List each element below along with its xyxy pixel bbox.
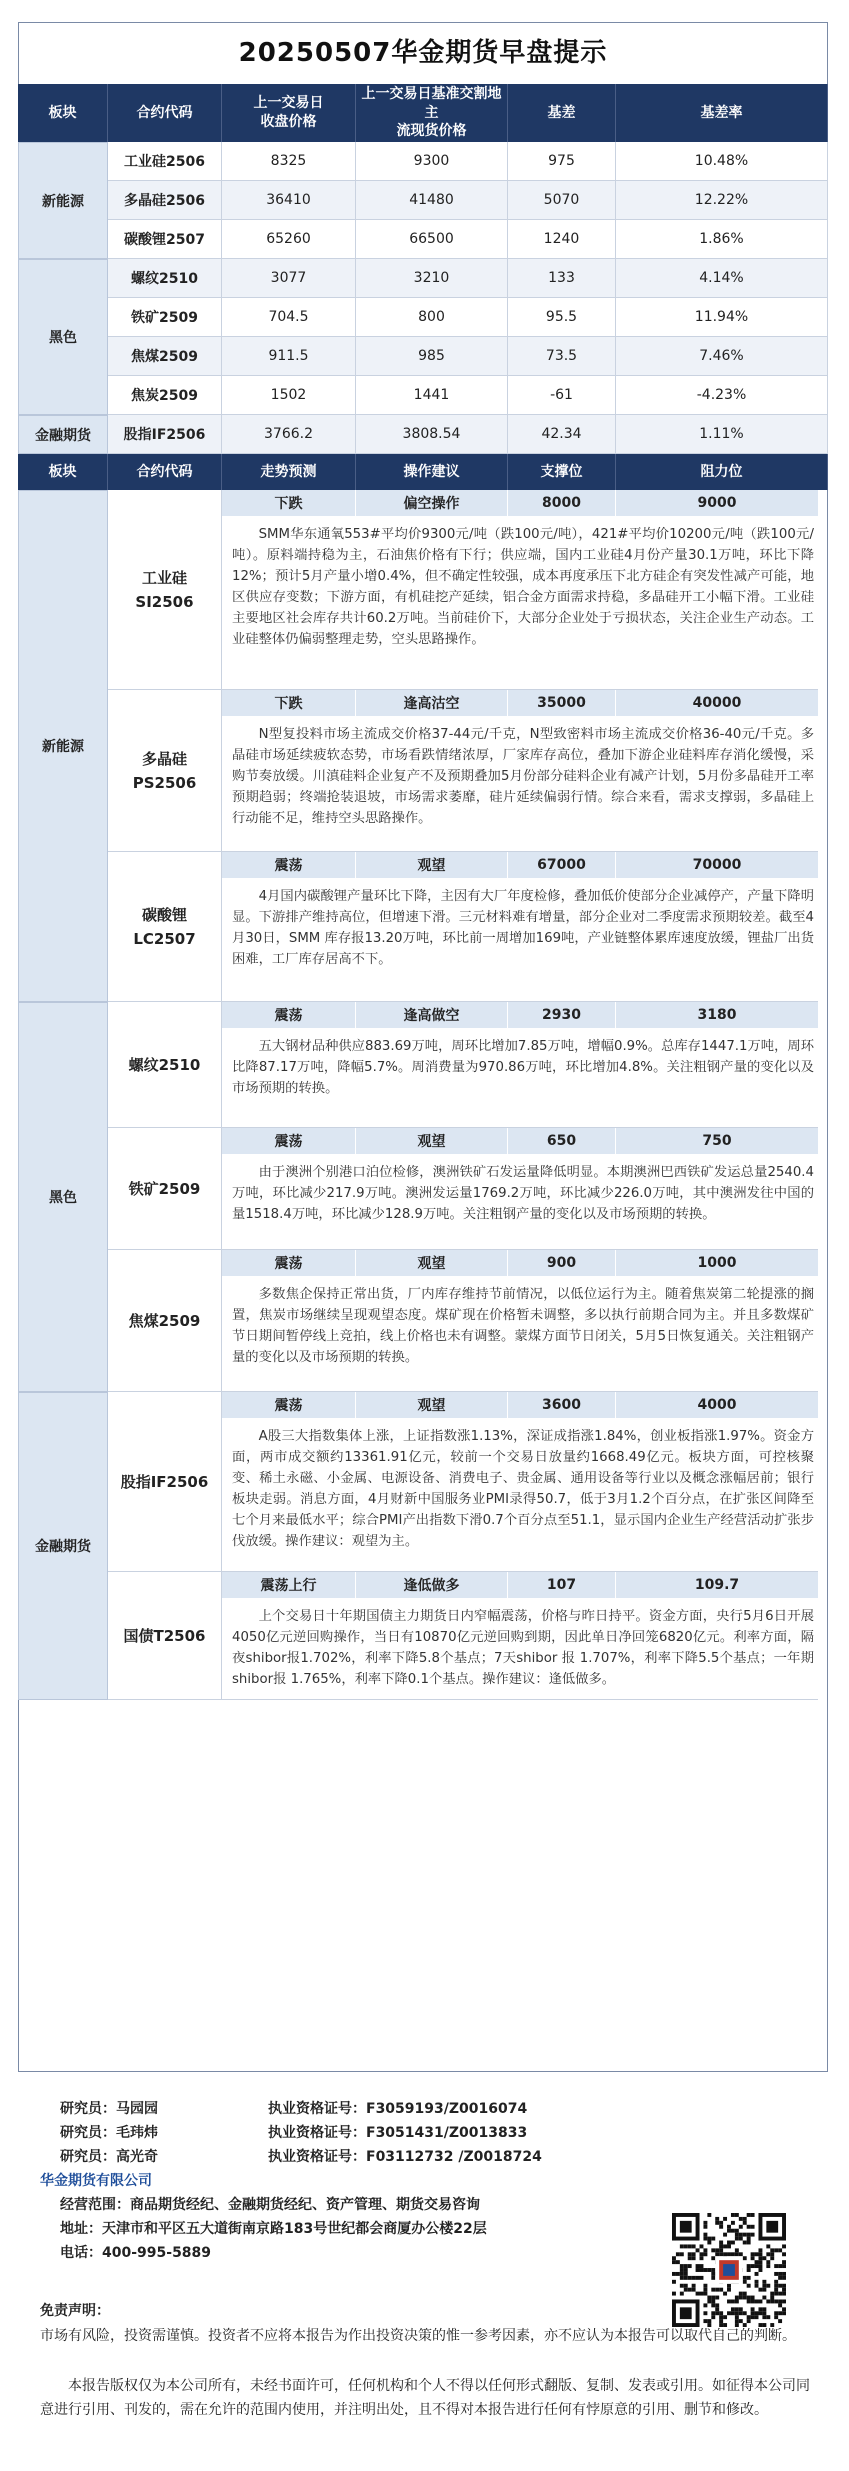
disclaimer-text-2: 本报告版权仅为本公司所有，未经书面许可，任何机构和个人不得以任何形式翻版、复制、发表或引用。如征得本公司同意进行引用、刊发的，需在允许的范围内使用，并注明出处，且不得对本报告进行任何有悖原意的引用、删节和修改。 (40, 2378, 810, 2418)
table1-header-1: 合约代码 (108, 84, 222, 142)
resistance-level: 70000 (616, 852, 818, 878)
trend-prediction: 震荡 (222, 1250, 356, 1276)
table1-cell: 12.22% (616, 181, 828, 220)
product-code: SI2506 (135, 592, 194, 611)
signal-row (222, 1128, 818, 1154)
signal-row (222, 690, 818, 716)
operation-advice: 逢高做空 (356, 1002, 508, 1028)
operation-advice: 逢低做多 (356, 1572, 508, 1598)
company-phone: 电话：400-995-5889 (60, 2245, 212, 2261)
table1-cell: 10.48% (616, 142, 828, 181)
disclaimer-title: 免责声明： (40, 2303, 110, 2319)
table2-product (108, 690, 222, 852)
table1-cell: 911.5 (222, 337, 356, 376)
table1-contract-code: 焦炭2509 (108, 376, 222, 415)
resistance-level: 3180 (616, 1002, 818, 1028)
table1-cell: 42.34 (508, 415, 616, 454)
table1-cell: 5070 (508, 181, 616, 220)
table1-sector-1: 黑色 (18, 259, 108, 415)
analysis-paragraph: 由于澳洲个别港口泊位检修，澳洲铁矿石发运量降低明显。本期澳洲巴西铁矿发运总量2540.4万吨，环比减少217.9万吨。澳洲发运量1769.2万吨，环比减少226.0万吨，其中澳洲发往中国的量1518.4万吨，环比减少128.9万吨。关注粗钢产量的变化以及市场预期的转换。 (232, 1165, 814, 1222)
product-name: 股指IF2506 (120, 1472, 209, 1491)
table1-header-0: 板块 (18, 84, 108, 142)
table2-product (108, 1572, 222, 1700)
table1-cell: 800 (356, 298, 508, 337)
researcher-name: 研究员：毛玮炜 (60, 2125, 158, 2141)
business-scope: 经营范围：商品期货经纪、金融期货经纪、资产管理、期货交易咨询 (60, 2197, 480, 2213)
operation-advice: 观望 (356, 852, 508, 878)
table1-header-4: 基差 (508, 84, 616, 142)
trend-prediction: 震荡 (222, 1128, 356, 1154)
product-name: 工业硅 (141, 568, 187, 587)
table1-header-5: 基差率 (616, 84, 828, 142)
table2-sector-2: 金融期货 (18, 1392, 108, 1700)
table1-sector-0: 新能源 (18, 142, 108, 259)
table1-cell: 36410 (222, 181, 356, 220)
product-name: 国债T2506 (123, 1626, 206, 1645)
resistance-level: 750 (616, 1128, 818, 1154)
operation-advice: 逢高沽空 (356, 690, 508, 716)
signal-row (222, 1002, 818, 1028)
table1-cell: 3077 (222, 259, 356, 298)
table1-cell: 11.94% (616, 298, 828, 337)
table1-cell: 1502 (222, 376, 356, 415)
table1-cell: 1.11% (616, 415, 828, 454)
operation-advice: 观望 (356, 1128, 508, 1154)
disclaimer-text-1: 市场有风险，投资需谨慎。投资者不应将本报告为作出投资决策的惟一参考因素，亦不应认为本报告可以取代自己的判断。 (40, 2328, 796, 2344)
table1-header-3: 上一交易日基准交割地主 流现货价格 (356, 84, 508, 142)
table2-header-3: 操作建议 (356, 454, 508, 490)
table2-product (108, 852, 222, 1002)
signal-row (222, 1250, 818, 1276)
table1-cell: 66500 (356, 220, 508, 259)
support-level: 8000 (508, 490, 616, 516)
analysis-paragraph: 多数焦企保持正常出货，厂内库存维持节前情况，以低位运行为主。随着焦炭第二轮提涨的搁置，焦炭市场继续呈现观望态度。煤矿现在价格暂未调整，多以执行前期合同为主。并且多数煤矿节日期间暂停线上竞拍，线上价格也未有调整。蒙煤方面节日闭关，5月5日恢复通关。关注粗钢产量的变化以及市场预期的转换。 (232, 1287, 814, 1365)
table2-header-2: 走势预测 (222, 454, 356, 490)
table2-sector-0: 新能源 (18, 490, 108, 1002)
analysis-paragraph: 五大钢材品种供应883.69万吨，周环比增加7.85万吨，增幅0.9%。总库存1447.1万吨，周环比降87.17万吨，降幅5.7%。周消费量为970.86万吨，环比增加4.8%。关注粗钢产量的变化以及市场预期的转换。 (232, 1039, 814, 1096)
product-name: 多晶硅 (141, 749, 187, 768)
table2-product (108, 1250, 222, 1392)
table2-header-0: 板块 (18, 454, 108, 490)
support-level: 107 (508, 1572, 616, 1598)
resistance-level: 9000 (616, 490, 818, 516)
researcher-cert: 执业资格证号：F3059193/Z0016074 (268, 2101, 528, 2117)
analysis-paragraph: SMM华东通氧553#平均价9300元/吨（跌100元/吨），421#平均价10200元/吨（跌100元/吨）。原料端持稳为主，石油焦价格有下行；供应端，国内工业硅4月份产量30.1万吨，环比下降12%；预计5月产量小增0.4%，但不确定性较强，成本再度承压下北方硅企有突发性减产可能，地区供应存变数；下游方面，有机硅挖产延续，铝合金方面需求持稳，多晶硅开工小幅下滑。工业硅主要地区社会库存共计60.2万吨。当前硅价下，大部分企业处于亏损状态，关注企业生产动态。工业硅整体仍偏弱整理走势，空头思路操作。 (232, 527, 814, 647)
company-name: 华金期货有限公司 (40, 2173, 152, 2189)
table1-contract-code: 焦煤2509 (108, 337, 222, 376)
table2-header-4: 支撑位 (508, 454, 616, 490)
table1-cell: 7.46% (616, 337, 828, 376)
table1-cell: 3808.54 (356, 415, 508, 454)
table2-sector-1: 黑色 (18, 1002, 108, 1392)
table1-cell: 985 (356, 337, 508, 376)
support-level: 35000 (508, 690, 616, 716)
trend-prediction: 震荡 (222, 852, 356, 878)
support-level: 650 (508, 1128, 616, 1154)
trend-prediction: 震荡 (222, 1392, 356, 1418)
researcher-cert: 执业资格证号：F03112732 /Z0018724 (268, 2149, 542, 2165)
table2-header-5: 阻力位 (616, 454, 828, 490)
signal-row (222, 852, 818, 878)
table1-cell: 1240 (508, 220, 616, 259)
table1-contract-code: 多晶硅2506 (108, 181, 222, 220)
signal-row (222, 1392, 818, 1418)
resistance-level: 109.7 (616, 1572, 818, 1598)
table2-product (108, 1002, 222, 1128)
table2-product (108, 490, 222, 690)
trend-prediction: 下跌 (222, 690, 356, 716)
signal-row (222, 1572, 818, 1598)
table1-cell: -4.23% (616, 376, 828, 415)
operation-advice: 观望 (356, 1250, 508, 1276)
qr-code-image (672, 2213, 786, 2327)
product-name: 螺纹2510 (128, 1055, 201, 1074)
table2-header-1: 合约代码 (108, 454, 222, 490)
trend-prediction: 下跌 (222, 490, 356, 516)
table1-cell: 3766.2 (222, 415, 356, 454)
product-code: LC2507 (133, 929, 196, 948)
resistance-level: 1000 (616, 1250, 818, 1276)
table1-cell: 4.14% (616, 259, 828, 298)
trend-prediction: 震荡上行 (222, 1572, 356, 1598)
product-code: PS2506 (132, 773, 197, 792)
table1-sector-2: 金融期货 (18, 415, 108, 454)
table1-contract-code: 股指IF2506 (108, 415, 222, 454)
block-divider (222, 1699, 818, 1700)
table1-cell: -61 (508, 376, 616, 415)
table1-contract-code: 螺纹2510 (108, 259, 222, 298)
operation-advice: 观望 (356, 1392, 508, 1418)
table1-cell: 1441 (356, 376, 508, 415)
resistance-level: 40000 (616, 690, 818, 716)
table1-cell: 65260 (222, 220, 356, 259)
signal-row (222, 490, 818, 516)
table1-cell: 704.5 (222, 298, 356, 337)
table1-contract-code: 铁矿2509 (108, 298, 222, 337)
analysis-paragraph: N型复投料市场主流成交价格37-44元/千克，N型致密料市场主流成交价格36-40元/千克。多晶硅市场延续疲软态势，市场看跌情绪浓厚，厂家库存高位，叠加下游企业硅料库存消化缓慢，采购节奏放缓。川滇硅料企业复产不及预期叠加5月份部分硅料企业有减产计划，5月份多晶硅开工率预期趋弱；终端抢装退坡，市场需求萎靡，硅片延续偏弱行情。综合来看，需求支撑弱，多晶硅上行动能不足，维持空头思路操作。 (232, 727, 814, 826)
support-level: 900 (508, 1250, 616, 1276)
resistance-level: 4000 (616, 1392, 818, 1418)
table1-header-2: 上一交易日 收盘价格 (222, 84, 356, 142)
researcher-name: 研究员：马园园 (60, 2101, 158, 2117)
product-name: 铁矿2509 (128, 1179, 201, 1198)
table1-cell: 41480 (356, 181, 508, 220)
table1-cell: 133 (508, 259, 616, 298)
trend-prediction: 震荡 (222, 1002, 356, 1028)
analysis-paragraph: 4月国内碳酸锂产量环比下降，主因有大厂年度检修，叠加低价使部分企业减停产，产量下降明显。下游排产维持高位，但增速下滑。三元材料难有增量，部分企业对二季度需求预期较差。截至4月30日，SMM 库存报13.20万吨，环比前一周增加169吨，产业链整体累库速度放缓，锂盐厂出货困难，工厂库存居高不下。 (232, 889, 814, 967)
table1-cell: 3210 (356, 259, 508, 298)
table1-cell: 8325 (222, 142, 356, 181)
analysis-paragraph: A股三大指数集体上涨，上证指数涨1.13%，深证成指涨1.84%，创业板指涨1.97%。资金方面，两市成交额约13361.91亿元，较前一个交易日放量约1668.49亿元。板块方面，可控核聚变、稀土永磁、小金属、电源设备、消费电子、贵金属、通用设备等行业以及概念涨幅居前；银行板块走弱。消息方面，4月财新中国服务业PMI录得50.7，低于3月1.2个百分点，在扩张区间降至七个月来最低水平；综合PMI产出指数下滑0.7个百分点至51.1，显示国内企业生产经营活动扩张步伐放缓。操作建议：观望为主。 (232, 1429, 814, 1549)
table1-cell: 73.5 (508, 337, 616, 376)
product-name: 碳酸锂 (141, 905, 187, 924)
table2-product (108, 1128, 222, 1250)
table2-product (108, 1392, 222, 1572)
table1-cell: 95.5 (508, 298, 616, 337)
operation-advice: 偏空操作 (356, 490, 508, 516)
support-level: 2930 (508, 1002, 616, 1028)
support-level: 3600 (508, 1392, 616, 1418)
product-name: 焦煤2509 (128, 1311, 201, 1330)
table1-cell: 975 (508, 142, 616, 181)
table1-contract-code: 工业硅2506 (108, 142, 222, 181)
researcher-cert: 执业资格证号：F3051431/Z0013833 (268, 2125, 528, 2141)
support-level: 67000 (508, 852, 616, 878)
report-title: 20250507华金期货早盘提示 (238, 38, 608, 68)
analysis-paragraph: 上个交易日十年期国债主力期货日内窄幅震荡，价格与昨日持平。资金方面，央行5月6日开展4050亿元逆回购操作，当日有10870亿元逆回购到期，因此单日净回笼6820亿元。利率方面，隔夜shibor报1.702%，利率下降5.8个基点；7天shibor 报 1.707%，利率下降5.5个基点；一年期shibor报 1.765%，利率下降0.1个基点。操作建议：逢低做多。 (232, 1609, 814, 1687)
researcher-name: 研究员：高光奇 (60, 2149, 158, 2165)
table1-cell: 1.86% (616, 220, 828, 259)
table1-cell: 9300 (356, 142, 508, 181)
company-address: 地址：天津市和平区五大道街南京路183号世纪都会商厦办公楼22层 (60, 2221, 487, 2237)
table1-contract-code: 碳酸锂2507 (108, 220, 222, 259)
